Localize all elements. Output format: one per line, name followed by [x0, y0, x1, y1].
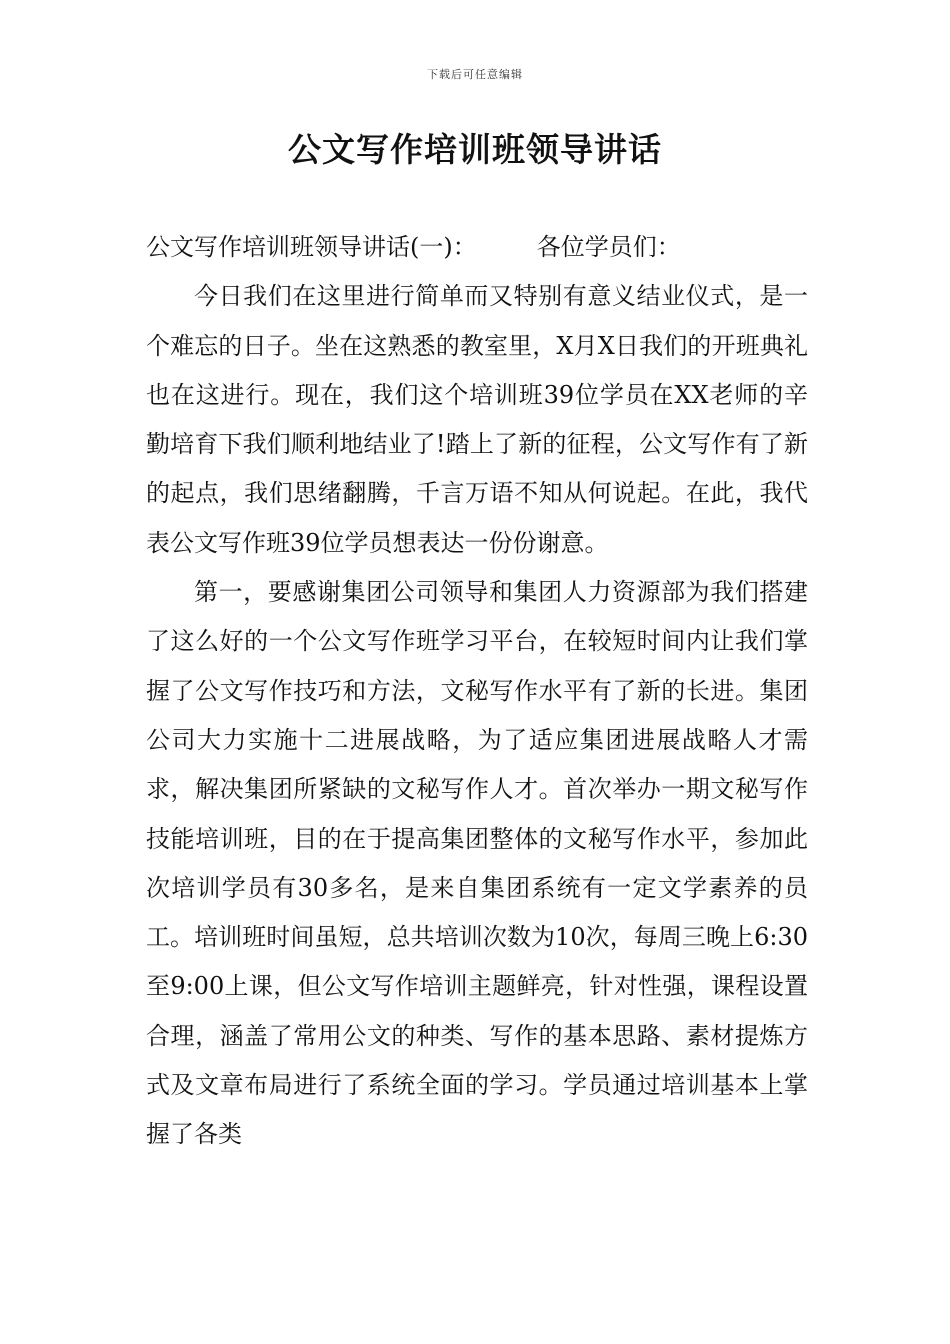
document-body	[146, 223, 808, 1160]
header-note: 下载后可任意编辑	[427, 68, 523, 81]
paragraph-1: 今日我们在这里进行简单而又特别有意义结业仪式，是一个难忘的日子。坐在这熟悉的教室里，X月X日我们的开班典礼也在这进行。现在，我们这个培训班39位学员在XX老师的辛勤培育下我们顺利地结业了!踏上了新的征程，公文写作有了新的起点，我们思绪翻腾，千言万语不知从何说起。在此，我代表公文写作班39位学员想表达一份份谢意。	[146, 282, 808, 557]
paragraph-2: 第一，要感谢集团公司领导和集团人力资源部为我们搭建了这么好的一个公文写作班学习平台，在较短时间内让我们掌握了公文写作技巧和方法，文秘写作水平有了新的长进。集团公司大力实施十二进展战略，为了适应集团进展战略人才需求，解决集团所紧缺的文秘写作人才。首次举办一期文秘写作技能培训班，目的在于提高集团整体的文秘写作水平，参加此次培训学员有30多名，是来自集团系统有一定文学素养的员工。培训班时间虽短，总共培训次数为10次，每周三晚上6:30至9:00上课，但公文写作培训主题鲜亮，针对性强，课程设置合理，涵盖了常用公文的种类、写作的基本思路、素材提炼方式及文章布局进行了系统全面的学习。学员通过培训基本上掌握了各类	[146, 578, 808, 1149]
salutation: 各位学员们：	[536, 233, 681, 261]
document-subtitle: 公文写作培训班领导讲话(一)：	[146, 233, 477, 261]
subtitle-line	[146, 223, 808, 272]
document-title: 公文写作培训班领导讲话	[288, 130, 662, 169]
